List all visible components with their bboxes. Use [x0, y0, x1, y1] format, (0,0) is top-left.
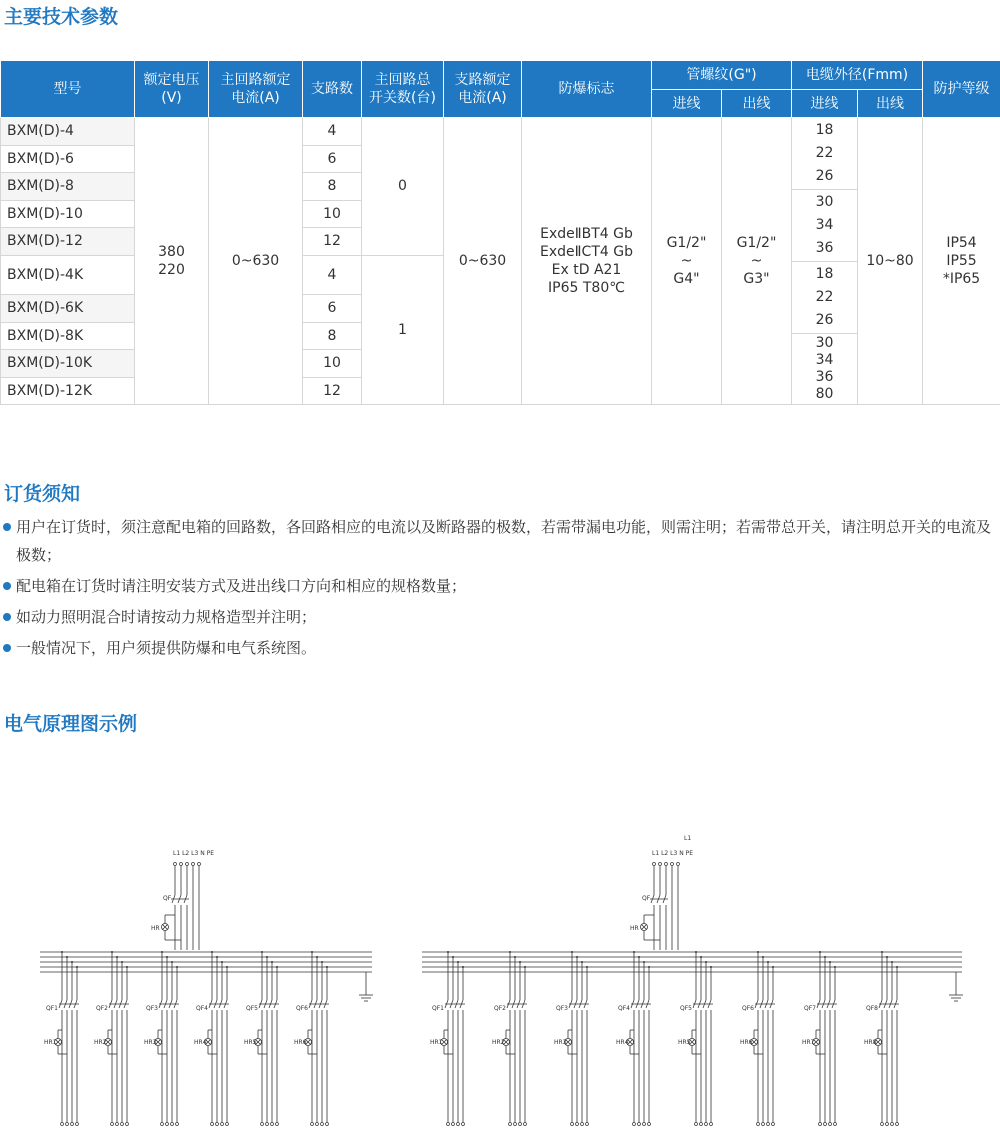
- branches-cell: 12: [303, 377, 362, 405]
- header-main-switch: 主回路总 开关数(台): [362, 61, 444, 118]
- terminal-icon: [648, 1123, 651, 1126]
- list-item: 配电箱在订货时请注明安装方式及进出线口方向和相应的规格数量；: [0, 572, 1000, 600]
- branches-cell: 8: [303, 173, 362, 201]
- lamp-label: HR3: [554, 1039, 567, 1046]
- terminal-icon: [221, 1123, 224, 1126]
- lamp-label: HR5: [678, 1039, 691, 1046]
- lamp-label: HR1: [430, 1039, 443, 1046]
- model-cell: BXM(D)-12K: [1, 377, 135, 405]
- lamp-label: HR7: [802, 1039, 815, 1046]
- breaker-label: QF6: [296, 1005, 308, 1012]
- breaker-label: QF3: [556, 1005, 568, 1012]
- model-cell: BXM(D)-4K: [1, 255, 135, 295]
- terminal-icon: [829, 1123, 832, 1126]
- terminal-icon: [271, 1123, 274, 1126]
- section-title-diagram: 电气原理图示例: [4, 713, 138, 735]
- header-cable: 电缆外径(Fmm): [792, 61, 923, 90]
- lamp-label: HR1: [44, 1039, 57, 1046]
- terminal-icon: [886, 1123, 889, 1126]
- model-cell: BXM(D)-6: [1, 145, 135, 173]
- header-main-current: 主回路额定 电流(A): [209, 61, 303, 118]
- list-item: 一般情况下，用户须提供防爆和电气系统图。: [0, 634, 1000, 662]
- terminal-icon: [226, 1123, 229, 1126]
- terminal-icon: [571, 1123, 574, 1126]
- terminal-icon: [633, 1123, 636, 1126]
- terminal-icon: [111, 1123, 114, 1126]
- terminal-icon: [121, 1123, 124, 1126]
- terminal-icon: [643, 1123, 646, 1126]
- terminal-icon: [66, 1123, 69, 1126]
- lamp-label: HR2: [94, 1039, 107, 1046]
- breaker-label: QF: [642, 895, 651, 902]
- terminal-icon: [276, 1123, 279, 1126]
- terminal-icon: [896, 1123, 899, 1126]
- terminal-icon: [174, 863, 177, 866]
- terminal-icon: [321, 1123, 324, 1126]
- terminal-icon: [519, 1123, 522, 1126]
- terminal-icon: [171, 1123, 174, 1126]
- lamp-label: HR4: [616, 1039, 629, 1046]
- breaker-label: QF5: [680, 1005, 692, 1012]
- terminal-icon: [710, 1123, 713, 1126]
- terminal-icon: [509, 1123, 512, 1126]
- model-cell: BXM(D)-6K: [1, 295, 135, 323]
- terminal-icon: [71, 1123, 74, 1126]
- header-protection: 防护等级: [923, 61, 1000, 118]
- terminal-icon: [514, 1123, 517, 1126]
- bus-label: L1 L2 L3 N PE: [652, 850, 694, 857]
- main-current-cell: 0~630: [209, 118, 303, 405]
- lamp-label: HR2: [492, 1039, 505, 1046]
- terminal-icon: [447, 1123, 450, 1126]
- main-switch-cell-top: 0: [362, 118, 444, 256]
- terminal-icon: [819, 1123, 822, 1126]
- breaker-label: QF2: [96, 1005, 108, 1012]
- lamp-label: HR3: [144, 1039, 157, 1046]
- terminal-icon: [757, 1123, 760, 1126]
- terminal-icon: [198, 863, 201, 866]
- cable-in-group: 30 34 36 80: [815, 335, 834, 402]
- list-item: 用户在订货时，须注意配电箱的回路数，各回路相应的电流以及断路器的极数，若需带漏电功能，则需注明；若需带总开关，请注明总开关的电流及极数；: [0, 513, 1000, 569]
- header-thread: 管螺纹(G"): [652, 61, 792, 90]
- branches-cell: 6: [303, 295, 362, 323]
- lamp-label: HR8: [864, 1039, 877, 1046]
- bullet-icon: [3, 613, 11, 621]
- terminal-icon: [116, 1123, 119, 1126]
- order-notes-list: [0, 513, 1000, 665]
- header-branch-current: 支路额定 电流(A): [444, 61, 522, 118]
- section-title-specs: 主要技术参数: [4, 6, 119, 28]
- lamp-label: HR4: [194, 1039, 207, 1046]
- terminal-icon: [326, 1123, 329, 1126]
- bullet-icon: [3, 582, 11, 590]
- lamp-label: HR: [151, 925, 160, 932]
- table-header-row: [1, 61, 1000, 90]
- terminal-icon: [452, 1123, 455, 1126]
- terminal-icon: [61, 1123, 64, 1126]
- bullet-icon: [3, 644, 11, 652]
- header-model: 型号: [1, 61, 135, 118]
- cable-in-cell: [792, 118, 858, 405]
- lamp-label: HR: [630, 925, 639, 932]
- main-switch-cell-bottom: 1: [362, 255, 444, 405]
- branch-current-cell: 0~630: [444, 118, 522, 405]
- breaker-label: QF1: [432, 1005, 444, 1012]
- model-cell: BXM(D)-8K: [1, 322, 135, 350]
- terminal-icon: [462, 1123, 465, 1126]
- terminal-icon: [772, 1123, 775, 1126]
- model-cell: BXM(D)-10K: [1, 350, 135, 378]
- terminal-icon: [834, 1123, 837, 1126]
- terminal-icon: [638, 1123, 641, 1126]
- lamp-label: HR5: [244, 1039, 257, 1046]
- terminal-icon: [316, 1123, 319, 1126]
- table-row: [1, 118, 1000, 146]
- branches-cell: 8: [303, 322, 362, 350]
- model-cell: BXM(D)-4: [1, 118, 135, 146]
- breaker-label: QF7: [804, 1005, 816, 1012]
- terminal-icon: [266, 1123, 269, 1126]
- terminal-icon: [261, 1123, 264, 1126]
- terminal-icon: [457, 1123, 460, 1126]
- terminal-icon: [576, 1123, 579, 1126]
- cable-out-cell: 10~80: [858, 118, 923, 405]
- header-cable-out: 出线: [858, 90, 923, 118]
- terminal-icon: [677, 863, 680, 866]
- breaker-label: QF4: [196, 1005, 208, 1012]
- ex-mark-cell: ExdeⅡBT4 Gb ExdeⅡCT4 Gb Ex tD A21 IP65 T80℃: [522, 118, 652, 405]
- terminal-icon: [659, 863, 662, 866]
- header-branches: 支路数: [303, 61, 362, 118]
- cable-in-group: 18 22 26: [792, 262, 857, 334]
- breaker-label: QF5: [246, 1005, 258, 1012]
- model-cell: BXM(D)-10: [1, 200, 135, 228]
- lamp-label: HR6: [740, 1039, 753, 1046]
- lamp-label: HR6: [294, 1039, 307, 1046]
- branches-cell: 10: [303, 200, 362, 228]
- branches-cell: 4: [303, 255, 362, 295]
- terminal-icon: [700, 1123, 703, 1126]
- terminal-icon: [891, 1123, 894, 1126]
- model-cell: BXM(D)-12: [1, 228, 135, 256]
- terminal-icon: [762, 1123, 765, 1126]
- terminal-icon: [180, 863, 183, 866]
- breaker-label: QF6: [742, 1005, 754, 1012]
- diagram-label: L1: [684, 835, 692, 842]
- terminal-icon: [161, 1123, 164, 1126]
- terminal-icon: [581, 1123, 584, 1126]
- terminal-icon: [671, 863, 674, 866]
- header-thread-out: 出线: [722, 90, 792, 118]
- circuit-diagram: [0, 820, 1000, 1133]
- branches-cell: 12: [303, 228, 362, 256]
- terminal-icon: [192, 863, 195, 866]
- spec-table: [0, 60, 1000, 405]
- terminal-icon: [665, 863, 668, 866]
- terminal-icon: [76, 1123, 79, 1126]
- terminal-icon: [176, 1123, 179, 1126]
- terminal-icon: [705, 1123, 708, 1126]
- thread-out-cell: G1/2" ~ G3": [722, 118, 792, 405]
- breaker-label: QF: [163, 895, 172, 902]
- protection-cell: IP54 IP55 *IP65: [923, 118, 1000, 405]
- list-item: 如动力照明混合时请按动力规格造型并注明；: [0, 603, 1000, 631]
- terminal-icon: [767, 1123, 770, 1126]
- branches-cell: 6: [303, 145, 362, 173]
- breaker-label: QF3: [146, 1005, 158, 1012]
- breaker-label: QF1: [46, 1005, 58, 1012]
- terminal-icon: [881, 1123, 884, 1126]
- breaker-label: QF4: [618, 1005, 630, 1012]
- breaker-label: QF8: [866, 1005, 878, 1012]
- header-voltage: 额定电压 (V): [135, 61, 209, 118]
- header-ex-mark: 防爆标志: [522, 61, 652, 118]
- terminal-icon: [186, 863, 189, 866]
- voltage-cell: 380 220: [135, 118, 209, 405]
- terminal-icon: [311, 1123, 314, 1126]
- model-cell: BXM(D)-8: [1, 173, 135, 201]
- branches-cell: 10: [303, 350, 362, 378]
- terminal-icon: [824, 1123, 827, 1126]
- bus-label: L1 L2 L3 N PE: [173, 850, 215, 857]
- thread-in-cell: G1/2" ~ G4": [652, 118, 722, 405]
- header-cable-in: 进线: [792, 90, 858, 118]
- terminal-icon: [126, 1123, 129, 1126]
- terminal-icon: [586, 1123, 589, 1126]
- section-title-order: 订货须知: [4, 483, 81, 505]
- header-thread-in: 进线: [652, 90, 722, 118]
- terminal-icon: [166, 1123, 169, 1126]
- cable-in-group: 18 22 26: [792, 118, 857, 190]
- terminal-icon: [524, 1123, 527, 1126]
- terminal-icon: [211, 1123, 214, 1126]
- terminal-icon: [695, 1123, 698, 1126]
- cable-in-group: 30 34 36: [792, 190, 857, 262]
- terminal-icon: [216, 1123, 219, 1126]
- terminal-icon: [653, 863, 656, 866]
- bullet-icon: [3, 523, 11, 531]
- branches-cell: 4: [303, 118, 362, 146]
- breaker-label: QF2: [494, 1005, 506, 1012]
